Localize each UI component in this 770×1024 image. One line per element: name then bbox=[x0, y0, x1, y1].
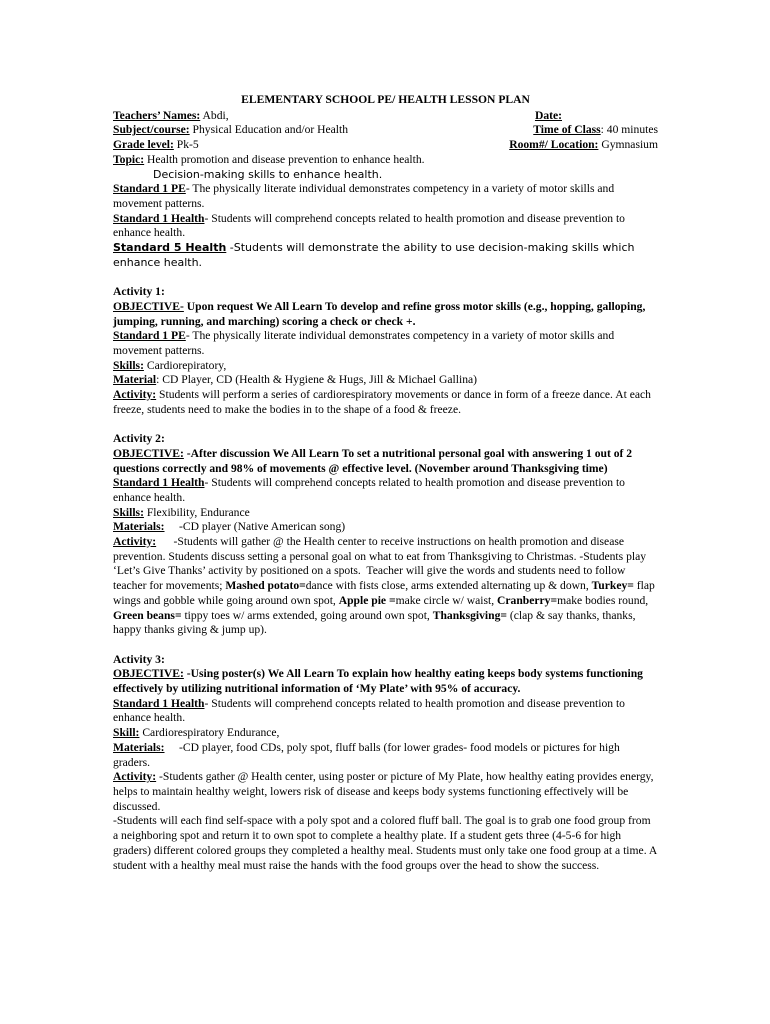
activity-2-materials bbox=[113, 520, 658, 535]
activity-1-objective bbox=[113, 300, 658, 329]
time-value: : 40 minutes bbox=[600, 123, 658, 137]
activity-1-skills bbox=[113, 359, 658, 374]
activity-2-skills bbox=[113, 506, 658, 521]
standard-label: Standard 1 PE bbox=[113, 182, 186, 196]
activity-3-skill bbox=[113, 726, 658, 741]
lesson-plan-page bbox=[113, 93, 658, 873]
activity-text: -Students will gather @ the Health center to receive instructions on health promotion and disease prevention. Students discuss setting a personal goal on what to eat from Thanksgiving to Christmas. -Students play ‘Let’s Give Thanks’ activity by positioned on a spots. Teacher will give the words and students need to follow teacher for movements; bbox=[113, 535, 649, 593]
standard-label: Standard 1 Health bbox=[113, 211, 205, 225]
standard-label: Standard 1 Health bbox=[113, 476, 205, 490]
objective-label: OBJECTIVE: bbox=[113, 667, 184, 681]
materials-label: Materials: bbox=[113, 740, 165, 754]
date-label: Date: bbox=[534, 108, 562, 122]
grade-label: Grade level: bbox=[113, 138, 174, 152]
move-green-beans: Green beans= bbox=[113, 608, 182, 622]
teachers-value: Abdi, bbox=[200, 108, 229, 122]
time-label: Time of Class bbox=[533, 123, 601, 137]
page-title: ELEMENTARY SCHOOL PE/ HEALTH LESSON PLAN bbox=[241, 93, 530, 106]
standard-1-pe bbox=[113, 182, 658, 211]
activity-label: Activity: bbox=[113, 770, 157, 784]
standard-label: Standard 5 Health bbox=[113, 241, 227, 255]
move-cranberry: Cranberry= bbox=[497, 593, 558, 607]
material-label: Material bbox=[113, 373, 157, 387]
material-text: : CD Player, CD (Health & Hygiene & Hugs, Jill & Michael Gallina) bbox=[156, 373, 478, 387]
subject-value: Physical Education and/or Health bbox=[189, 123, 349, 137]
activity-3-activity-2: -Students will each find self-space with a poly spot and a colored fluff ball. The goal is to grab one food group from a neighboring spot and return it to own spot to complete a healthy plate. If a student gets three (4-5-6 for high graders) different colored groups they completed a healthy meal. Students must only take one food group at a time. A student with a healthy meal must raise the hands with the food groups over the head to show the success. bbox=[113, 814, 657, 872]
activity-2-standard bbox=[113, 476, 658, 505]
standard-text: - Students will comprehend concepts related to health promotion and disease prevention to enhance health. bbox=[113, 211, 625, 240]
standard-text: - The physically literate individual demonstrates competency in a variety of motor skills and movement patterns. bbox=[113, 182, 615, 210]
activity-3-activity bbox=[113, 770, 658, 814]
objective-text: Upon request We All Learn To develop and refine gross motor skills (e.g., hopping, galloping, jumping, running, and marching) scoring a check or check +. bbox=[113, 299, 646, 328]
standard-1-health bbox=[113, 212, 658, 241]
skill-label: Skill: bbox=[113, 726, 140, 740]
activity-label: Activity: bbox=[113, 535, 157, 549]
skills-text: Flexibility, Endurance bbox=[143, 505, 250, 519]
topic-line bbox=[113, 153, 658, 168]
header-row-grade bbox=[113, 138, 658, 153]
standard-label: Standard 1 PE bbox=[113, 329, 186, 343]
activity-3-materials bbox=[113, 741, 658, 770]
activity-2-activity bbox=[113, 535, 658, 638]
activity-1-activity bbox=[113, 388, 658, 417]
materials-label: Materials: bbox=[113, 520, 165, 534]
teachers-label: Teachers’ Names: bbox=[113, 108, 201, 122]
activity-1-standard bbox=[113, 329, 658, 358]
standard-label: Standard 1 Health bbox=[113, 696, 205, 710]
subject-label: Subject/course: bbox=[113, 123, 190, 137]
activity-3-objective bbox=[113, 667, 658, 696]
move-turkey: Turkey= bbox=[591, 579, 634, 593]
activity-1-material bbox=[113, 373, 658, 388]
activity-3-standard bbox=[113, 697, 658, 726]
skills-label: Skills: bbox=[113, 505, 144, 519]
activity-2-heading: Activity 2: bbox=[113, 432, 165, 446]
standard-text: - The physically literate individual demonstrates competency in a variety of motor skills and movement patterns. bbox=[113, 329, 615, 357]
standard-text: - Students will comprehend concepts related to health promotion and disease prevention to enhance health. bbox=[113, 696, 625, 725]
objective-text: -Using poster(s) We All Learn To explain how healthy eating keeps body systems functioning effectively by utilizing nutritional information of ‘My Plate’ with 95% of accuracy. bbox=[113, 667, 643, 696]
materials-text: -CD player, food CDs, poly spot, fluff balls (for lower grades- food models or pictures for high graders. bbox=[113, 740, 623, 769]
move-text: flap wings and gobble while going around own spot, bbox=[113, 579, 658, 607]
activity-3-heading: Activity 3: bbox=[113, 652, 165, 666]
topic-label: Topic: bbox=[113, 152, 145, 166]
header-row-teachers bbox=[113, 109, 658, 124]
topic-value: Health promotion and disease prevention to enhance health. bbox=[144, 152, 425, 166]
topic-line-2: Decision-making skills to enhance health. bbox=[153, 167, 383, 181]
move-apple-pie: Apple pie = bbox=[338, 593, 396, 607]
move-text: make bodies round, bbox=[557, 593, 652, 607]
activity-1-heading: Activity 1: bbox=[113, 285, 165, 299]
skills-label: Skills: bbox=[113, 358, 144, 372]
activity-label: Activity: bbox=[113, 388, 157, 402]
activity-text: -Students gather @ Health center, using poster or picture of My Plate, how healthy eating provides energy, helps to maintain healthy weight, lowers risk of disease and keeps body systems functioning effectively will be discussed. bbox=[113, 770, 654, 813]
grade-value: Pk-5 bbox=[173, 138, 199, 152]
room-value: Gymnasium bbox=[598, 138, 658, 152]
standard-5-health bbox=[113, 241, 658, 270]
skills-text: Cardiorepiratory, bbox=[143, 358, 227, 372]
objective-label: OBJECTIVE- bbox=[113, 299, 184, 313]
activity-2-objective bbox=[113, 447, 658, 476]
activity-text: Students will perform a series of cardiorespiratory movements or dance in form of a freeze dance. At each freeze, students need to make the bodies in to the shape of a food & freeze. bbox=[113, 388, 651, 416]
move-text: dance with fists close, arms extended alternating up & down, bbox=[305, 579, 592, 593]
header-row-subject bbox=[113, 123, 658, 138]
objective-text: -After discussion We All Learn To set a nutritional personal goal with answering 1 out of 2 questions correctly and 98% of movements @ effective level. (November around Thanksgiving time) bbox=[113, 446, 633, 475]
move-thanksgiving: Thanksgiving= bbox=[432, 608, 508, 622]
objective-label: OBJECTIVE: bbox=[113, 446, 184, 460]
move-text: tippy toes w/ arms extended, going around own spot, bbox=[181, 608, 433, 622]
standard-text: -Students will demonstrate the ability to use decision-making skills which enhance health. bbox=[113, 241, 635, 269]
move-text: make circle w/ waist, bbox=[395, 593, 497, 607]
skill-text: Cardiorespiratory Endurance, bbox=[139, 726, 280, 740]
move-text: (clap & say thanks, thanks, happy thanks giving & jump up). bbox=[113, 608, 639, 637]
materials-text: -CD player (Native American song) bbox=[164, 520, 346, 534]
standard-text: - Students will comprehend concepts related to health promotion and disease prevention to enhance health. bbox=[113, 476, 625, 504]
move-mashed-potato: Mashed potato= bbox=[225, 579, 306, 593]
room-label: Room#/ Location: bbox=[509, 138, 599, 152]
